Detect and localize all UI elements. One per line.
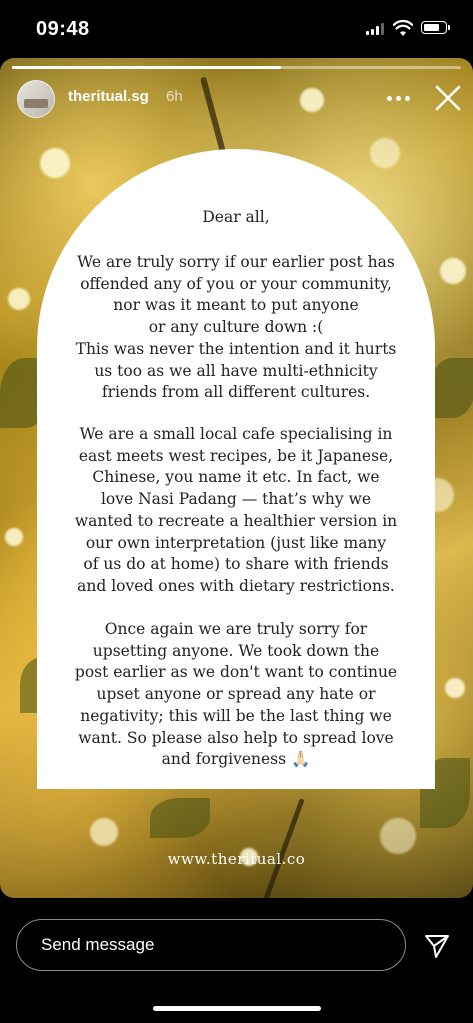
letter-line: Chinese, you name it etc. In fact, we [92, 468, 380, 487]
website-text: www.theritual.co [167, 850, 306, 868]
letter-line: nor was it meant to put anyone [113, 296, 359, 315]
status-bar [0, 0, 473, 58]
letter-line: Once again we are truly sorry for [104, 620, 368, 638]
letter-line: friends from all different cultures. [101, 383, 371, 402]
letter-line: and forgiveness 🙏🏻 [161, 750, 311, 769]
username[interactable]: theritual.sg [68, 88, 149, 105]
letter-line: of us do at home) to share with friends [83, 555, 389, 574]
message-composer [0, 898, 473, 1023]
letter-line: our own interpretation (just like many [85, 533, 387, 552]
letter-line: us too as we all have multi-ethnicity [94, 361, 378, 380]
letter-line: love Nasi Padang — that’s why we [100, 490, 372, 509]
letter-paragraph-1 [37, 252, 435, 404]
letter-line: or any culture down :( [148, 318, 324, 337]
letter-line: upsetting anyone. We took down the [92, 641, 380, 660]
avatar[interactable] [17, 80, 55, 118]
letter-greeting: Dear all, [202, 208, 270, 226]
letter-line: and loved ones with dietary restrictions. [77, 576, 395, 595]
send-message-placeholder: Send message [41, 935, 155, 954]
battery-level [424, 24, 439, 31]
letter-line: post earlier as we don't want to continue [74, 663, 398, 682]
letter-line: east meets west recipes, be it Japanese, [78, 446, 394, 465]
letter-paragraph-2 [37, 424, 435, 598]
letter-line: This was never the intention and it hurts [75, 339, 397, 358]
letter-line: want. So please also help to spread love [78, 728, 394, 747]
status-time: 09:48 [36, 18, 90, 40]
letter-line: We are truly sorry if our earlier post has [77, 253, 395, 271]
send-icon[interactable] [424, 933, 450, 959]
cellular-signal-icon [366, 23, 384, 35]
letter-line: negativity; this will be the last thing we [80, 706, 392, 725]
letter-line: We are a small local cafe specialising in [79, 425, 393, 443]
story-progress-bar [12, 66, 461, 69]
post-time: 6h [166, 88, 183, 105]
story-progress-fill [12, 66, 281, 69]
story-viewer[interactable] [0, 58, 473, 898]
close-icon[interactable] [434, 84, 462, 112]
more-options-icon[interactable] [387, 94, 413, 102]
letter-paragraph-3 [37, 619, 435, 771]
letter-line: wanted to recreate a healthier version in [74, 511, 398, 530]
letter-line: upset anyone or spread any hate or [96, 685, 376, 704]
home-indicator[interactable] [153, 1006, 321, 1011]
apology-card [37, 149, 435, 789]
send-message-input[interactable] [16, 919, 406, 971]
battery-icon [421, 21, 447, 34]
wifi-icon [393, 19, 413, 37]
letter-line: offended any of you or your community, [80, 274, 392, 293]
